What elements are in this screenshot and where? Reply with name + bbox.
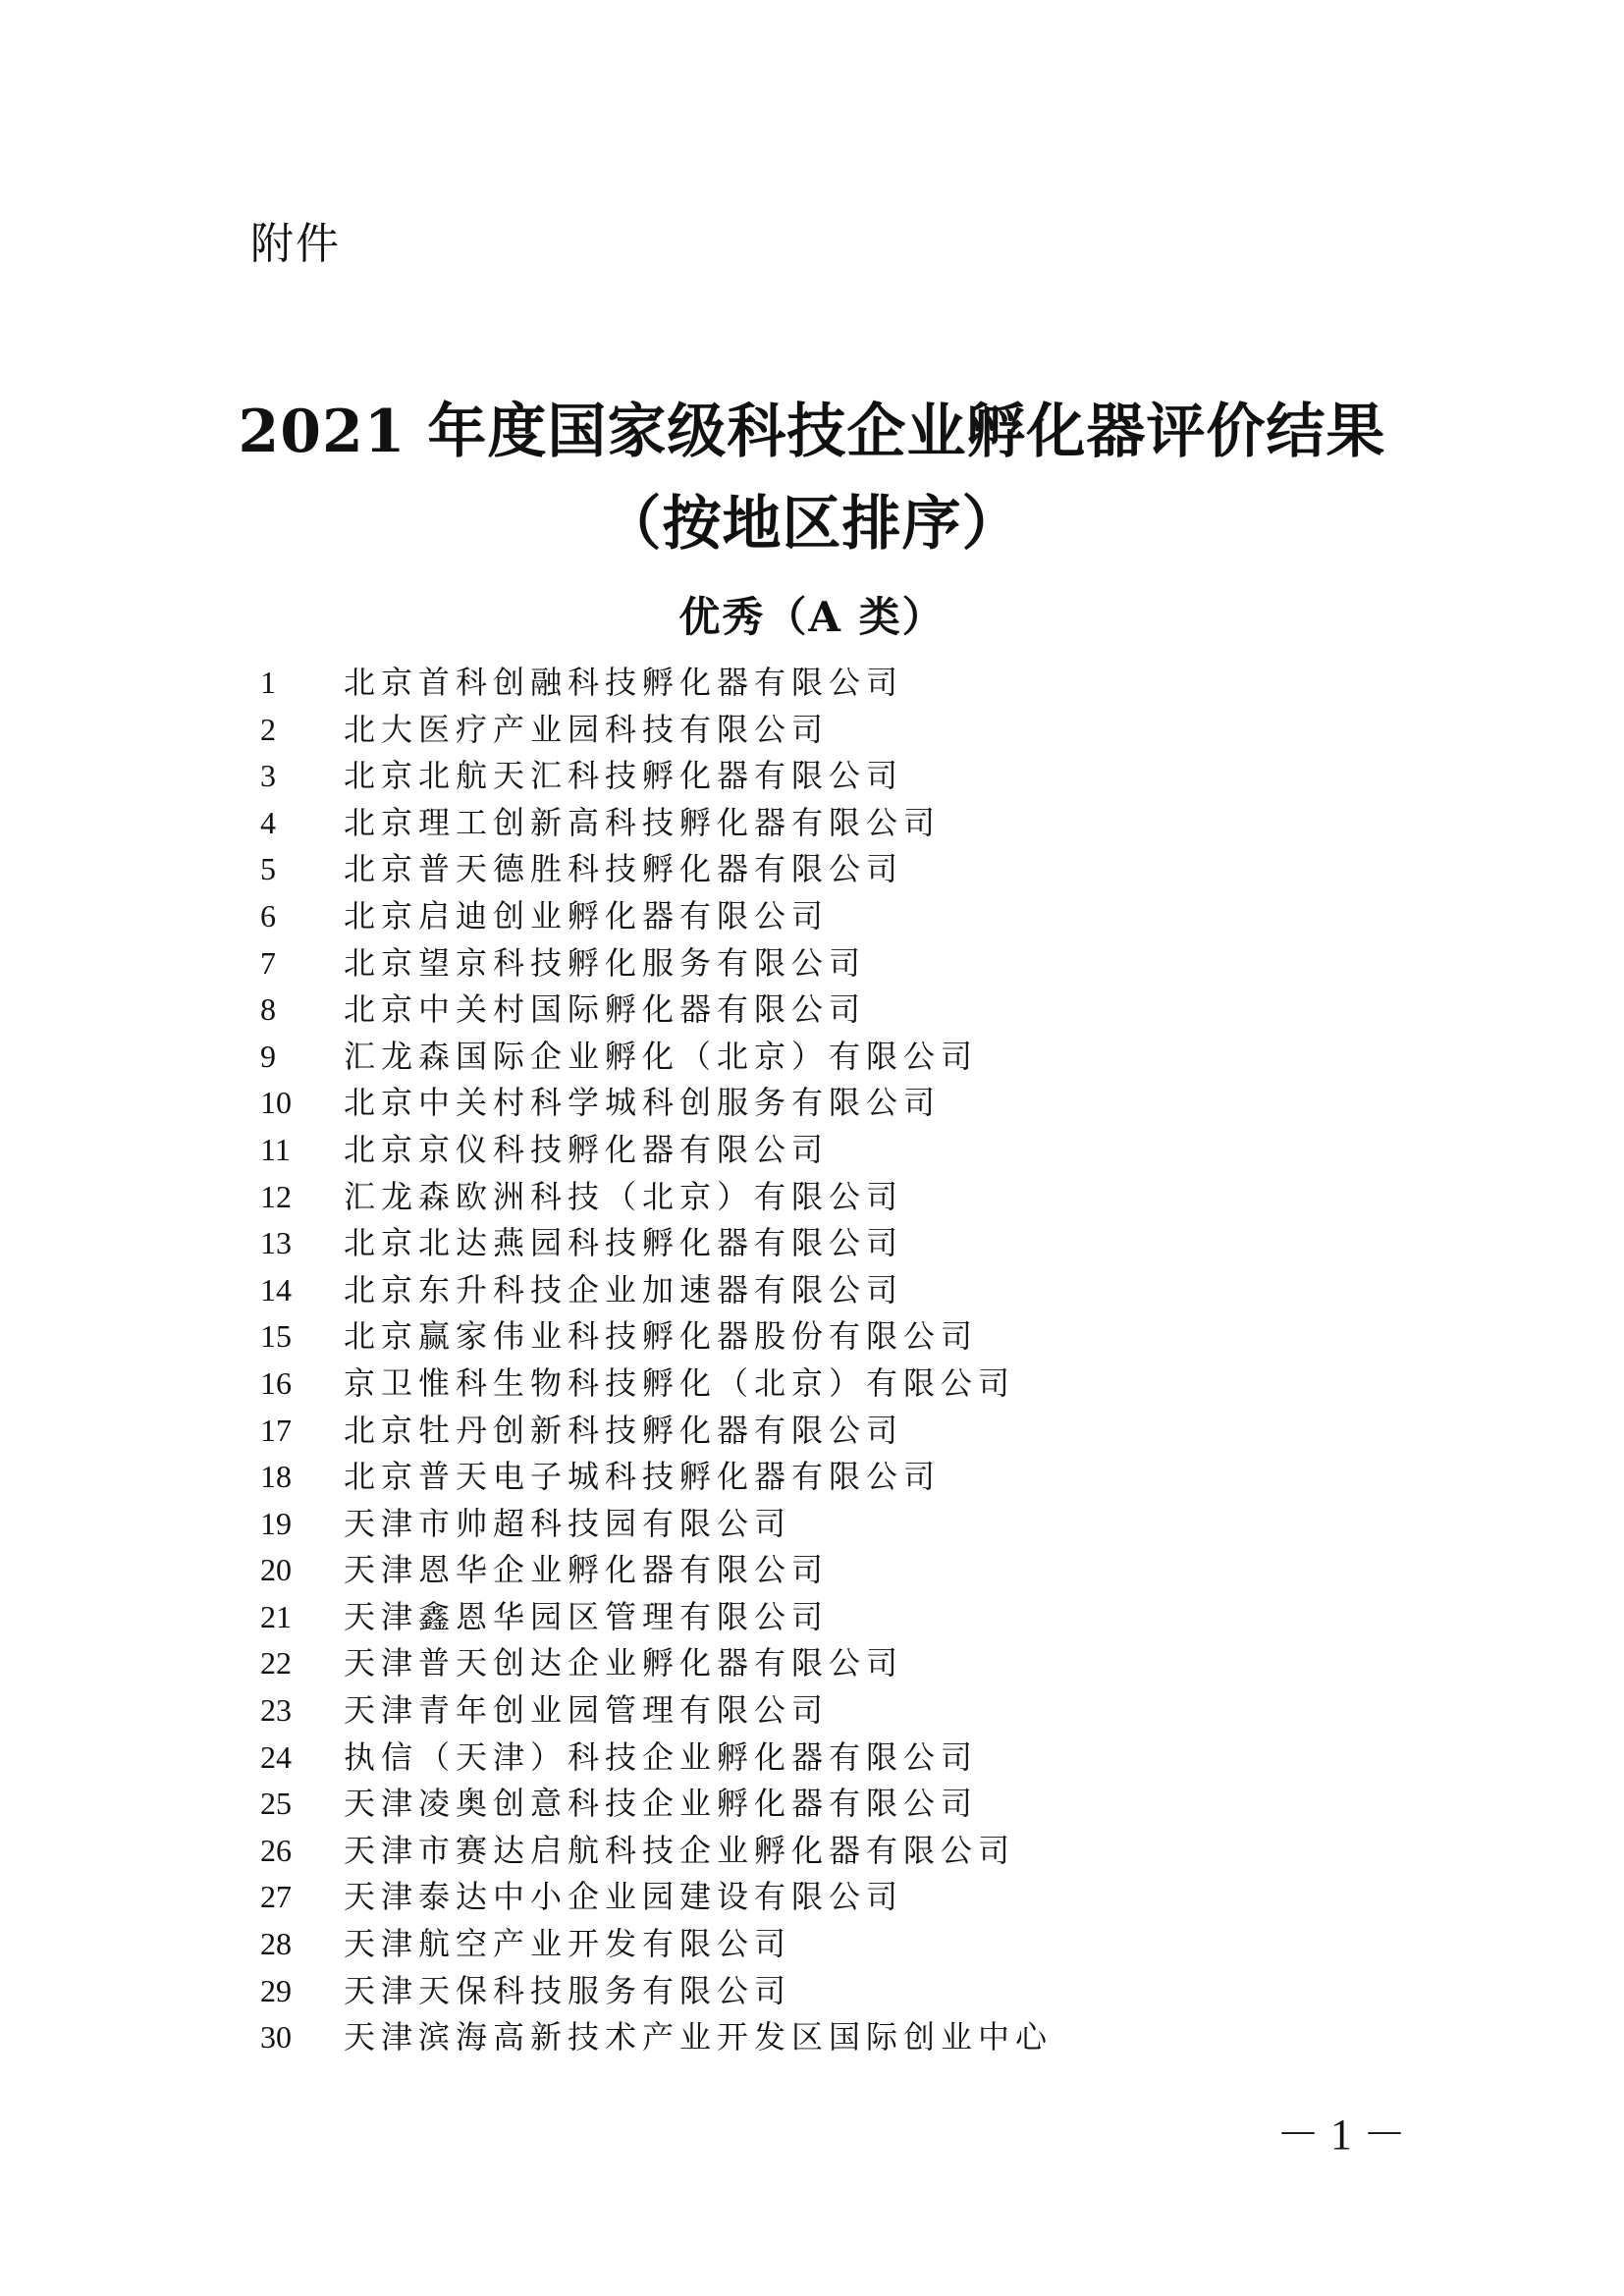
- list-item: [260, 2014, 1053, 2061]
- item-number: 16: [260, 1364, 292, 1401]
- list-item: [260, 846, 1053, 893]
- list-item: [260, 1361, 1053, 1408]
- list-item: [260, 1968, 1053, 2015]
- company-name: 汇龙森国际企业孵化（北京）有限公司: [344, 1037, 979, 1075]
- company-name: 北京东升科技企业加速器有限公司: [344, 1270, 904, 1308]
- item-number: 3: [260, 758, 276, 794]
- item-number: 22: [260, 1645, 292, 1682]
- list-item: [260, 1735, 1053, 1782]
- list-item: [260, 1408, 1053, 1455]
- company-name: 天津天保科技服务有限公司: [344, 1971, 792, 2009]
- list-item: [260, 1034, 1053, 1081]
- list-item: [260, 893, 1053, 940]
- item-number: 2: [260, 711, 276, 747]
- company-list: [260, 660, 1053, 2061]
- list-item: [260, 1781, 1053, 1828]
- list-item: [260, 1828, 1053, 1875]
- company-name: 天津市帅超科技园有限公司: [344, 1504, 792, 1542]
- company-name: 汇龙森欧洲科技（北京）有限公司: [344, 1177, 904, 1215]
- item-number: 21: [260, 1598, 292, 1634]
- list-item: [260, 1547, 1053, 1594]
- company-name: 天津青年创业园管理有限公司: [344, 1691, 830, 1730]
- company-name: 天津凌奥创意科技企业孵化器有限公司: [344, 1785, 979, 1823]
- item-number: 4: [260, 804, 276, 840]
- company-name: 北大医疗产业园科技有限公司: [344, 710, 830, 748]
- list-item: [260, 1501, 1053, 1548]
- item-number: 5: [260, 851, 276, 887]
- company-name: 北京首科创融科技孵化器有限公司: [344, 664, 904, 701]
- attachment-label: 附件: [250, 219, 341, 269]
- list-item: [260, 800, 1053, 847]
- company-name: 天津航空产业开发有限公司: [344, 1925, 792, 1963]
- item-number: 14: [260, 1271, 292, 1308]
- item-number: 1: [260, 665, 276, 700]
- list-item: [260, 1080, 1053, 1127]
- item-number: 27: [260, 1879, 292, 1915]
- item-number: 29: [260, 1972, 292, 2008]
- company-name: 北京北达燕园科技孵化器有限公司: [344, 1224, 904, 1262]
- company-name: 北京牡丹创新科技孵化器有限公司: [344, 1411, 904, 1449]
- item-number: 7: [260, 944, 276, 981]
- item-number: 19: [260, 1505, 292, 1541]
- list-item: [260, 1594, 1053, 1641]
- company-name: 北京理工创新高科技孵化器有限公司: [344, 803, 942, 841]
- document-title: 2021 年度国家级科技企业孵化器评价结果: [238, 398, 1386, 466]
- company-name: 天津鑫恩华园区管理有限公司: [344, 1597, 830, 1635]
- company-name: 北京普天电子城科技孵化器有限公司: [344, 1458, 942, 1496]
- list-item: [260, 1313, 1053, 1361]
- list-item: [260, 1454, 1053, 1501]
- list-item: [260, 1267, 1053, 1314]
- company-name: 北京北航天汇科技孵化器有限公司: [344, 757, 904, 795]
- list-item: [260, 1687, 1053, 1735]
- item-number: 17: [260, 1412, 292, 1448]
- list-item: [260, 707, 1053, 754]
- item-number: 13: [260, 1225, 292, 1261]
- company-name: 执信（天津）科技企业孵化器有限公司: [344, 1737, 979, 1776]
- company-name: 北京赢家伟业科技孵化器股份有限公司: [344, 1317, 979, 1356]
- company-name: 天津泰达中小企业园建设有限公司: [344, 1878, 904, 1916]
- item-number: 18: [260, 1459, 292, 1495]
- list-item: [260, 1174, 1053, 1221]
- company-name: 北京京仪科技孵化器有限公司: [344, 1130, 830, 1168]
- list-item: [260, 660, 1053, 707]
- company-name: 北京中关村国际孵化器有限公司: [344, 990, 867, 1029]
- list-item: [260, 1220, 1053, 1267]
- list-item: [260, 1874, 1053, 1921]
- company-name: 北京中关村科学城科创服务有限公司: [344, 1084, 942, 1122]
- company-name: 京卫惟科生物科技孵化（北京）有限公司: [344, 1363, 1016, 1402]
- list-item: [260, 1640, 1053, 1687]
- item-number: 10: [260, 1085, 292, 1121]
- item-number: 11: [260, 1131, 291, 1167]
- list-item: [260, 1127, 1053, 1174]
- document-subtitle: （按地区排序）: [602, 490, 1022, 559]
- category-heading: 优秀（A 类）: [678, 593, 946, 641]
- company-name: 北京普天德胜科技孵化器有限公司: [344, 850, 904, 888]
- company-name: 天津恩华企业孵化器有限公司: [344, 1551, 830, 1589]
- list-item: [260, 940, 1053, 988]
- company-name: 天津普天创达企业孵化器有限公司: [344, 1644, 904, 1682]
- item-number: 9: [260, 1038, 276, 1074]
- item-number: 12: [260, 1178, 292, 1214]
- item-number: 25: [260, 1786, 292, 1822]
- item-number: 8: [260, 991, 276, 1028]
- company-name: 北京启迪创业孵化器有限公司: [344, 896, 830, 934]
- item-number: 15: [260, 1318, 292, 1355]
- item-number: 20: [260, 1552, 292, 1588]
- company-name: 北京望京科技孵化服务有限公司: [344, 943, 867, 982]
- item-number: 23: [260, 1692, 292, 1729]
- item-number: 24: [260, 1738, 292, 1775]
- item-number: 26: [260, 1832, 292, 1868]
- item-number: 28: [260, 1926, 292, 1962]
- company-name: 天津市赛达启航科技企业孵化器有限公司: [344, 1831, 1016, 1869]
- list-item: [260, 1921, 1053, 1968]
- item-number: 6: [260, 897, 276, 934]
- company-name: 天津滨海高新技术产业开发区国际创业中心: [344, 2018, 1054, 2056]
- item-number: 30: [260, 2019, 292, 2056]
- list-item: [260, 753, 1053, 800]
- page-number: － 1 －: [1276, 2110, 1406, 2159]
- list-item: [260, 987, 1053, 1034]
